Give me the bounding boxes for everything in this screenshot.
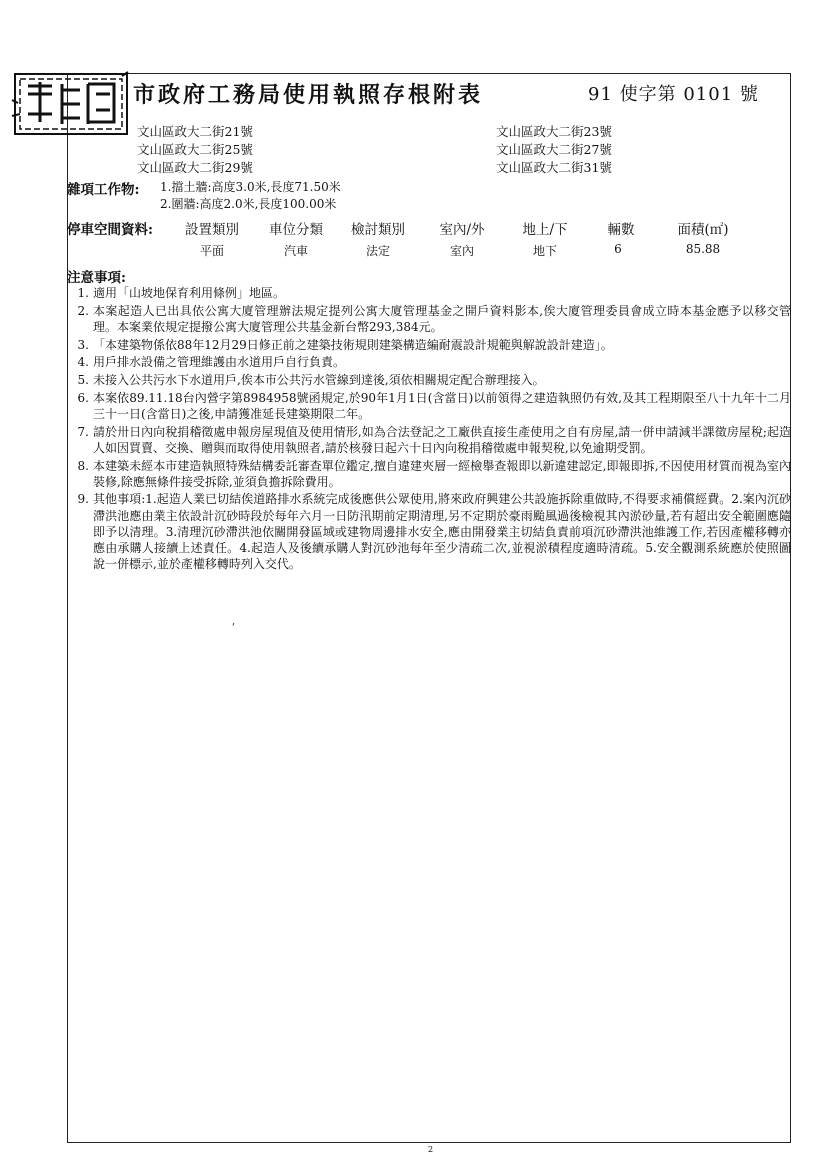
notes-list — [75, 285, 791, 574]
note-item — [75, 390, 791, 422]
parking-header: 面積(㎡) — [677, 222, 729, 238]
note-item — [75, 491, 791, 572]
note-text: 未接入公共污水下水道用戶,俟本市公共污水管線到達後,須依相關規定配合辦理接入。 — [93, 373, 545, 388]
parking-value: 地下 — [532, 244, 558, 258]
note-text: 「本建築物係依88年12月29日修正前之建築技術規則建築構造編耐震設計規範與解說設計建造」。 — [93, 337, 613, 352]
note-item — [75, 285, 791, 301]
address: 文山區政大二街29號 — [137, 160, 253, 175]
parking-value: 平面 — [199, 244, 225, 258]
note-number: 9. — [77, 492, 89, 507]
note-number: 5. — [77, 373, 89, 388]
note-text: 本案起造人已出具依公寓大廈管理辦法規定提列公寓大廈管理基金之開戶資料影本,俟大廈管理委員會成立時本基金應予以移交管理。本案業依規定提撥公寓大廈管理公共基金新台幣293,384元。 — [93, 303, 791, 334]
permit-number: 91 使字第 0101 號 — [588, 84, 759, 105]
note-number: 8. — [77, 458, 89, 473]
note-text: 請於卅日內向稅捐稽徵處申報房屋現值及使用情形,如為合法登記之工廠供直接生產使用之自有房屋,請一併申請減半課徵房屋稅;起造人如因買賣、交換、贈與而取得使用執照者,請於核發日起六十日內向稅捐稽徵處申報契稅,以免逾期受罰。 — [93, 424, 791, 455]
address: 文山區政大二街27號 — [496, 142, 612, 157]
document-title: 市政府工務局使用執照存根附表 — [133, 82, 484, 108]
misc-works-item: 1.擋土牆:高度3.0米,長度71.50米 — [160, 180, 341, 194]
note-number: 2. — [77, 303, 89, 318]
note-item — [75, 354, 791, 370]
note-text: 適用「山坡地保育利用條例」地區。 — [93, 286, 286, 300]
note-item — [75, 337, 791, 353]
note-text: 其他事項:1.起造人業已切結俟道路排水系統完成後應供公眾使用,將來政府興建公共設施拆除重做時,不得要求補償經費。2.案內沉砂滯洪池應由業主依設計沉砂時段於每年六月一日防汛期前定期清理,另不定期於豪雨颱風過後檢視其內淤砂量,若有超出安全範圍應隨即予以清理。3.清理沉砂滯洪池依關開發區域或建物周邊排水安全,應由開發業主切結負責前項沉砂滯洪池維護工作,若因產權移轉亦應由承購人接續上述責任。4.起造人及後續承購人對沉砂池每年至少清疏二次,並視淤積程度適時清疏。5.安全觀測系統應於使照圖說一併標示,並於產權移轉時列入交代。 — [93, 492, 791, 572]
misc-works-label: 雜項工作物: — [67, 182, 140, 198]
notes-title: 注意事項: — [67, 270, 126, 286]
note-number: 6. — [77, 390, 89, 405]
address: 文山區政大二街31號 — [496, 160, 612, 175]
note-item — [75, 303, 791, 335]
parking-label: 停車空間資料: — [67, 222, 153, 238]
note-number: 4. — [77, 355, 89, 370]
parking-header: 輛數 — [607, 222, 635, 238]
parking-value: 室內 — [449, 244, 475, 258]
note-item — [75, 458, 791, 490]
parking-value: 法定 — [365, 244, 391, 258]
parking-value: 汽車 — [283, 244, 309, 258]
misc-works-item: 2.圍牆:高度2.0米,長度100.00米 — [160, 197, 337, 211]
note-text: 本建築未經本市建造執照特殊結構委託審查單位鑑定,擅自違建夾層一經檢舉查報即以新違建認定,即報即拆,不因使用材質而視為室內裝修,除應無條件接受拆除,並須負擔拆除費用。 — [93, 458, 791, 489]
note-text: 用戶排水設備之管理維護由水道用戶自行負責。 — [93, 355, 346, 370]
address: 文山區政大二街21號 — [137, 124, 253, 139]
parking-header: 室內/外 — [439, 222, 485, 238]
parking-header: 車位分類 — [269, 222, 323, 238]
parking-header: 設置類別 — [185, 222, 239, 238]
address: 文山區政大二街23號 — [496, 124, 612, 139]
stray-mark: , — [232, 616, 236, 627]
seal-stamp — [10, 70, 130, 138]
footer-mark: 2 — [428, 1145, 434, 1154]
address: 文山區政大二街25號 — [137, 142, 253, 157]
note-number: 1. — [77, 286, 89, 300]
note-number: 3. — [77, 337, 89, 352]
note-number: 7. — [77, 424, 89, 439]
note-text: 本案依89.11.18台內營字第8984958號函規定,於90年1月1日(含當日)以前領得之建造執照仍有效,及其工程期限至八十九年十二月三十一日(含當日)之後,申請獲准延長建築期限二年。 — [93, 390, 791, 421]
parking-value: 6 — [614, 242, 622, 256]
note-item — [75, 424, 791, 456]
parking-header: 檢討類別 — [351, 222, 405, 238]
note-item — [75, 372, 791, 388]
parking-value: 85.88 — [685, 242, 721, 256]
parking-header: 地上/下 — [522, 222, 568, 238]
